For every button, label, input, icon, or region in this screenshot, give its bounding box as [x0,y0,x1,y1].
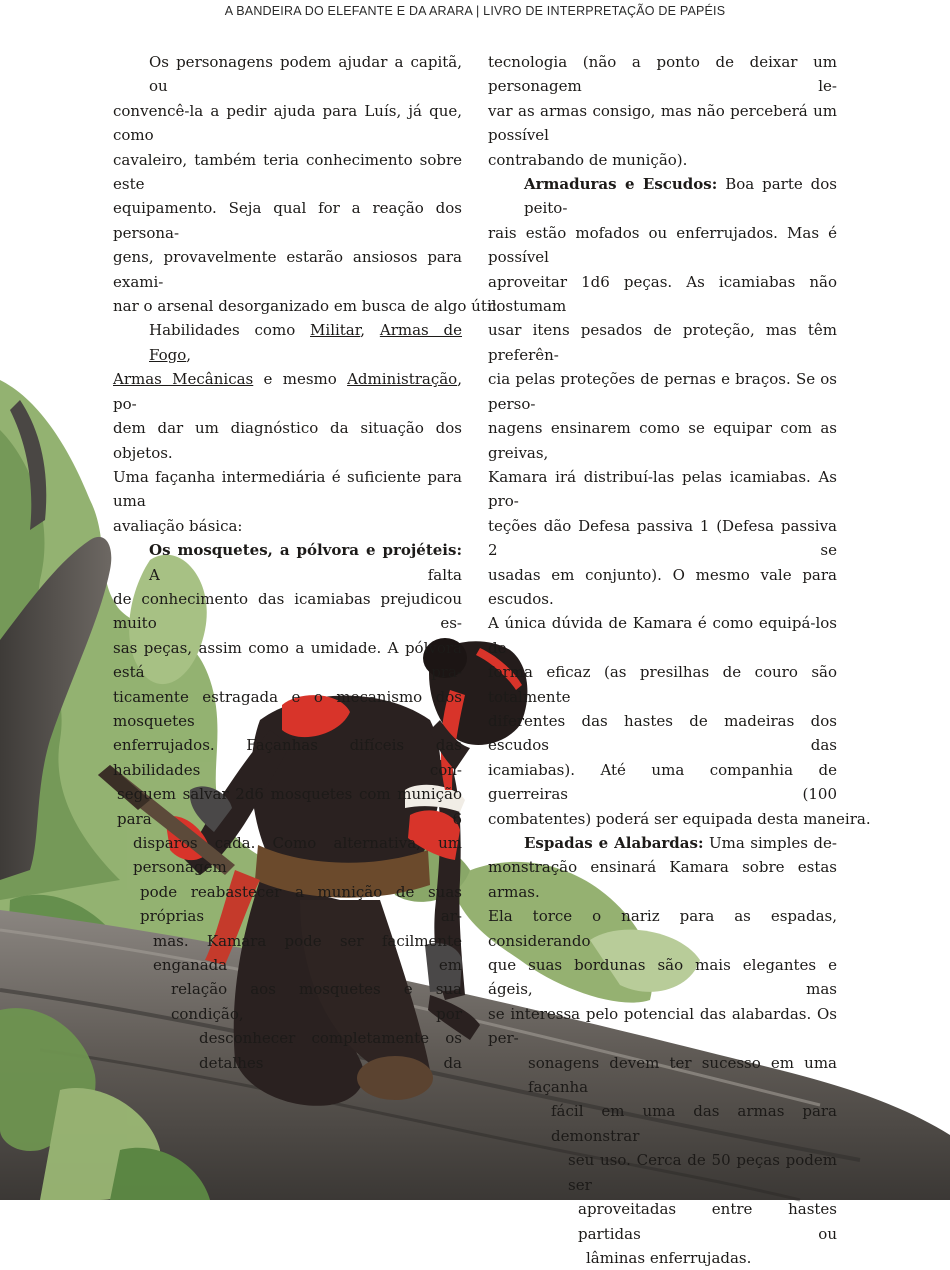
text-line: sonagens devem ter sucesso em uma façanha [528,1053,837,1097]
text-line: enferrujados. Façanhas difíceis das habilidades con- [113,736,462,779]
paragraph-armor-shields [488,172,871,831]
text-line: lâminas enferrujadas. [586,1248,752,1267]
paragraph-swords-halberds [488,831,837,1270]
text-fragment: Habilidades como [149,321,311,340]
text-line: aproveitadas entre hastes partidas ou [578,1200,837,1243]
text-line: seguem salvar 2d6 mosquetes com munição para 6 [117,785,462,828]
text-line: usadas em conjunto). O mesmo vale para escudos. [488,565,837,608]
text-line: nagens ensinarem como se equipar com as greivas, [488,419,837,462]
text-line: cavaleiro, também teria conhecimento sobre este [113,150,462,194]
text-line: seu uso. Cerca de 50 peças podem ser [568,1151,837,1194]
text-line: rais estão mofados ou enferrujados. Mas é possível [488,223,837,267]
text-line: tecnologia (não a ponto de deixar um personagem le- [488,53,837,96]
text-line: avaliação básica: [113,516,243,535]
text-line: fácil em uma das armas para demonstrar [551,1102,837,1145]
paragraph-skills [113,318,462,538]
paragraph-helping-captain [113,50,502,318]
text-line: Kamara irá distribuí-las pelas icamiabas. As pro- [488,467,837,511]
text-line: desconhecer completamente os detalhes da [199,1029,462,1072]
text-line: contrabando de munição). [488,150,688,169]
skill-link-armas-mecanicas: Armas Mecânicas [113,370,254,389]
text-line: Uma façanha intermediária é suficiente para uma [113,467,462,511]
section-heading-armor: Armaduras e Escudos: [524,175,718,194]
section-heading-swords: Espadas e Alabardas: [524,834,704,852]
left-column [113,50,502,1075]
text-line [488,831,837,855]
skill-link-militar: Militar [310,321,361,340]
text-fragment: , [360,321,380,340]
text-line: icamiabas). Até uma companhia de guerreiras (100 [488,760,837,804]
text-line: disparos cada. Como alternativa, um personagem [133,834,462,877]
text-line: gens, provavelmente estarão ansiosos para exami- [113,248,462,291]
text-line: aproveitar 1d6 peças. As icamiabas não costumam [488,272,837,316]
text-line: forma eficaz (as presilhas de couro são totalmente [488,663,837,706]
text-line [488,172,837,221]
text-line [113,367,462,416]
paragraph-technology [488,50,837,172]
text-line: de conhecimento das icamiabas prejudicou muito es- [113,589,462,633]
text-line: dem dar um diagnóstico da situação dos objetos. [113,419,462,462]
text-line: ticamente estragada e o mecanismo dos mosquetes [113,687,462,730]
running-header: A BANDEIRA DO ELEFANTE E DA ARARA | LIVRO DE INTERPRETAÇÃO DE PAPÉIS [224,4,726,18]
text-line: convencê-la a pedir ajuda para Luís, já que, como [113,101,462,145]
text-line: combatentes) poderá ser equipada desta maneira. [488,809,871,828]
text-line: var as armas consigo, mas não perceberá um possível [488,101,837,145]
section-heading-muskets: Os mosquetes, a pólvora e projéteis: [149,541,462,560]
text-fragment: A falta [149,565,462,584]
text-line: monstração ensinará Kamara sobre estas armas. [488,858,837,901]
text-line: diferentes das hastes de madeiras dos escudos das [488,711,837,755]
text-fragment: , po- [113,370,462,413]
text-line: sas peças, assim como a umidade. A pólvora está pra- [113,638,462,682]
text-line: se interessa pelo potencial das alabardas. Os per- [488,1004,837,1048]
text-fragment: e mesmo [253,370,348,389]
skill-link-administracao: Administração [347,370,458,389]
text-line: mas. Kamara pode ser facilmente enganada em [153,931,462,975]
text-fragment: , [186,345,192,364]
text-line: teções dão Defesa passiva 1 (Defesa passiva 2 se [488,516,837,560]
text-line: equipamento. Seja qual for a reação dos persona- [113,199,462,242]
text-line: relação aos mosquetes e sua condição, por [171,980,462,1023]
skill-link-armas-de-fogo: Armas de Fogo [149,321,463,364]
text-line: usar itens pesados de proteção, mas têm preferên- [488,321,837,364]
text-fragment: Uma simples de- [703,834,837,852]
text-line: pode reabastecer a munição de suas próprias ar- [140,882,462,926]
text-line: Ela torce o nariz para as espadas, considerando [488,907,837,950]
text-line: Os personagens podem ajudar a capitã, ou [149,53,462,96]
text-line: que suas bordunas são mais elegantes e ágeis, mas [488,956,837,999]
text-line: cia pelas proteções de pernas e braços. Se os perso- [488,370,837,413]
paragraph-muskets [113,538,462,1075]
text-line: nar o arsenal desorganizado em busca de algo útil. [113,297,502,316]
right-column [488,50,871,1270]
text-fragment: Boa parte dos peito- [524,175,837,218]
text-line [113,538,462,587]
text-line [113,318,462,367]
text-line: A única dúvida de Kamara é como equipá-los de [488,614,837,657]
